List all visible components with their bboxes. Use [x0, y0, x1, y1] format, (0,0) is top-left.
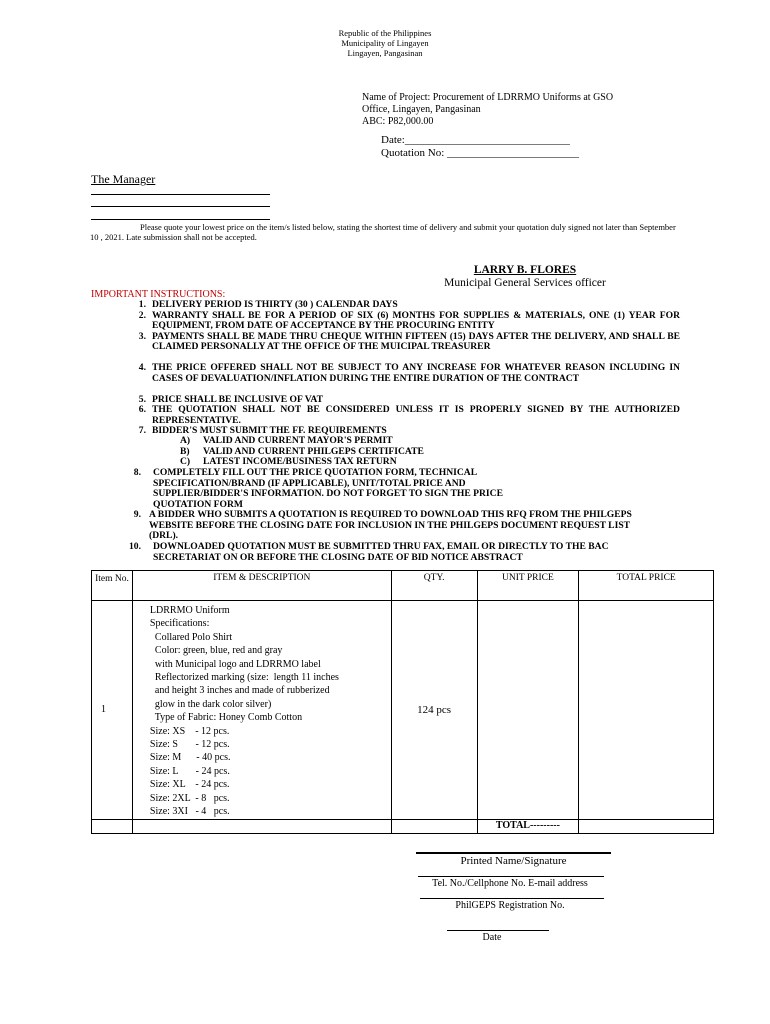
header-total-price: TOTAL PRICE — [579, 571, 714, 601]
project-block — [362, 92, 613, 128]
addressee-line — [91, 219, 270, 220]
philgeps-line — [420, 898, 604, 899]
header-qty: QTY. — [391, 571, 477, 601]
table-total-row — [92, 819, 714, 833]
project-abc: ABC: P82,000.00 — [362, 116, 434, 127]
date-field[interactable]: Date:______________________________ — [381, 134, 570, 146]
project-office: Office, Lingayen, Pangasinan — [362, 104, 481, 115]
total-empty-cell — [92, 819, 133, 833]
printed-name-label: Printed Name/Signature — [460, 855, 567, 867]
signatory-title: Municipal General Services officer — [444, 277, 606, 289]
date-line — [447, 930, 549, 931]
contact-label: Tel. No./Cellphone No. E-mail address — [432, 878, 588, 889]
signatory-name: LARRY B. FLORES — [473, 264, 577, 276]
row-total-price[interactable] — [579, 601, 714, 820]
philgeps-label: PhilGEPS Registration No. — [455, 900, 565, 911]
quotation-table — [91, 570, 714, 834]
contact-line — [418, 876, 604, 877]
addressee-line — [91, 194, 270, 195]
instructions-heading: IMPORTANT INSTRUCTIONS: — [91, 289, 226, 300]
row-unit-price[interactable] — [477, 601, 579, 820]
quotation-no-field[interactable]: Quotation No: ________________________ — [381, 147, 579, 159]
header-line-municipality: Municipality of Lingayen — [341, 38, 429, 48]
header-line-republic: Republic of the Philippines — [338, 28, 432, 38]
header-item-no: Item No. — [92, 571, 133, 601]
total-empty-cell — [391, 819, 477, 833]
row-description: LDRRMO Uniform Specifications: Collared Polo Shirt Color: green, blue, red and gray with Municipal logo and LDRRMO label Reflectorized marking (size: length 11 inches and height 3 inches and made of rubberized glow in the dark color silver) Type of Fabric: Honey Comb Cotton Size: XS - 12 pcs. Size: S - 12 pcs. Size: M - 40 pcs. Size: L - 24 pcs. Size: XL - 24 pcs. Size: 2XL - 8 pcs. Size: 3XI - 4 pcs. — [132, 601, 391, 820]
total-value-cell[interactable] — [579, 819, 714, 833]
request-paragraph: Please quote your lowest price on the item/s listed below, stating the shortest time of delivery and submit your quotation duly signed not later than September 10 , 2021. Late submission shall not be accepted. — [90, 222, 676, 242]
date-label: Date — [482, 932, 502, 943]
total-empty-cell — [132, 819, 391, 833]
addressee-line — [91, 206, 270, 207]
row-item-no: 1 — [92, 601, 133, 820]
header-description: ITEM & DESCRIPTION — [132, 571, 391, 601]
project-name: Name of Project: Procurement of LDRRMO Uniforms at GSO — [362, 92, 614, 103]
addressee-manager: The Manager — [91, 172, 156, 186]
signature-line — [416, 852, 611, 854]
header-unit-price: UNIT PRICE — [477, 571, 579, 601]
header-line-location: Lingayen, Pangasinan — [347, 48, 423, 58]
table-header-row — [92, 571, 714, 601]
total-label: TOTAL--------- — [477, 819, 579, 833]
table-row — [92, 601, 714, 820]
row-qty: 124 pcs — [391, 601, 477, 820]
